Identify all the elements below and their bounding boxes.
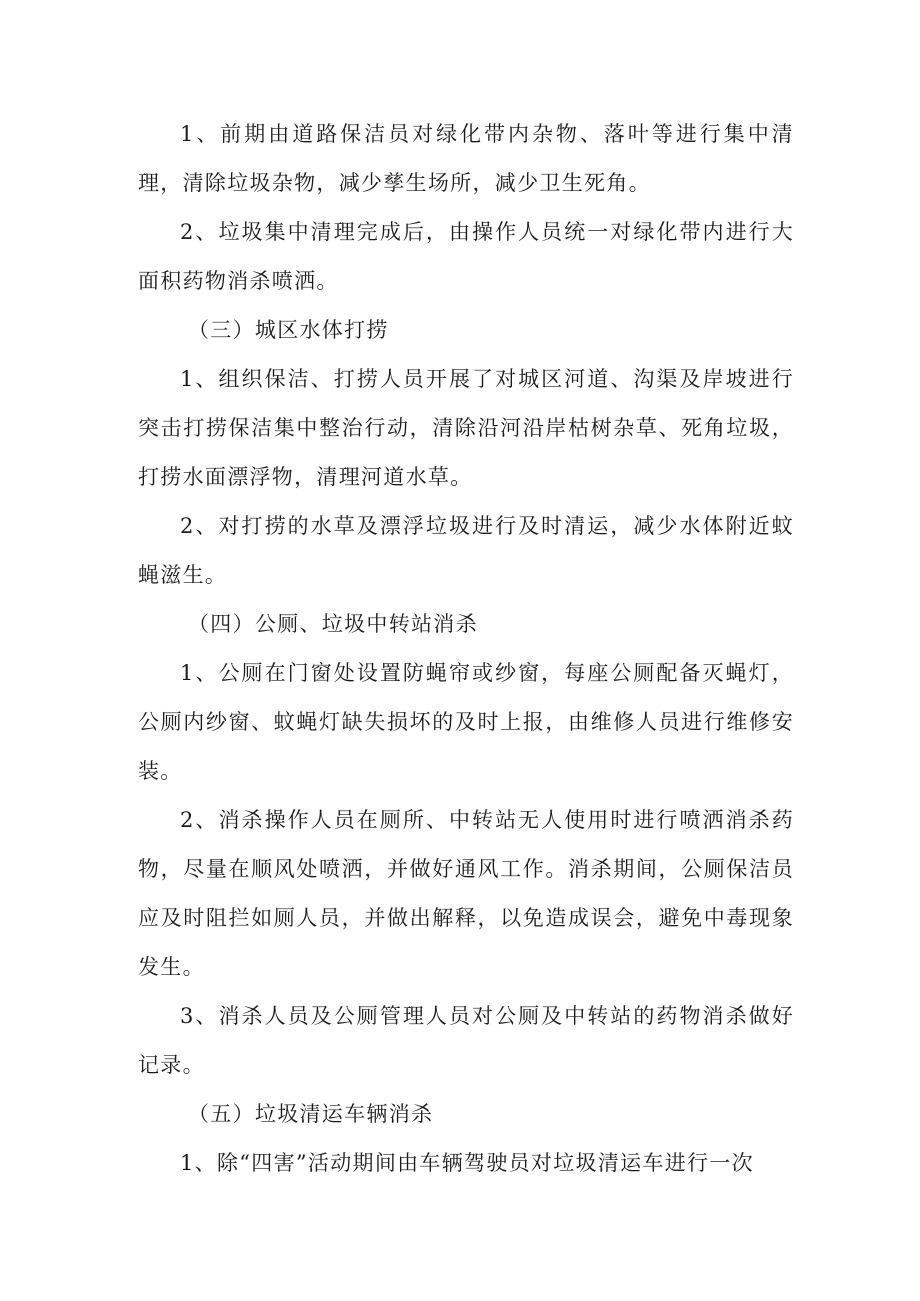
- paragraph-vehicle-disinfection: 1、除“四害”活动期间由车辆驾驶员对垃圾清运车进行一次: [180, 1151, 754, 1175]
- section-heading-toilet-transfer-station: （四）公厕、垃圾中转站消杀: [188, 612, 478, 636]
- paragraph-disinfection-records: 3、消杀人员及公厕管理人员对公厕及中转站的药物消杀做好记录。: [138, 1004, 794, 1077]
- section-heading-water-salvage: （三）城区水体打捞: [188, 318, 389, 342]
- paragraph-river-salvage: 1、组织保洁、打捞人员开展了对城区河道、沟渠及岸坡进行突击打捞保洁集中整治行动，清除沿河沿岸枯树杂草、死角垃圾，打捞水面漂浮物，清理河道水草。: [138, 367, 794, 489]
- paragraph-greenbelt-spraying: 2、垃圾集中清理完成后，由操作人员统一对绿化带内进行大面积药物消杀喷洒。: [138, 220, 794, 293]
- document-page: [138, 110, 794, 1188]
- paragraph-fly-screens: 1、公厕在门窗处设置防蝇帘或纱窗，每座公厕配备灭蝇灯，公厕内纱窗、蚊蝇灯缺失损坏的及时上报，由维修人员进行维修安装。: [138, 661, 794, 783]
- paragraph-greenbelt-cleanup: 1、前期由道路保洁员对绿化带内杂物、落叶等进行集中清理，清除垃圾杂物，减少孳生场所，减少卫生死角。: [138, 122, 794, 195]
- paragraph-weed-removal: 2、对打捞的水草及漂浮垃圾进行及时清运，减少水体附近蚊蝇滋生。: [138, 514, 794, 587]
- section-heading-vehicle-disinfection: （五）垃圾清运车辆消杀: [188, 1102, 434, 1126]
- paragraph-disinfection-spraying: 2、消杀操作人员在厕所、中转站无人使用时进行喷洒消杀药物，尽量在顺风处喷洒，并做好通风工作。消杀期间，公厕保洁员应及时阻拦如厕人员，并做出解释，以免造成误会，避免中毒现象发生。: [138, 808, 794, 979]
